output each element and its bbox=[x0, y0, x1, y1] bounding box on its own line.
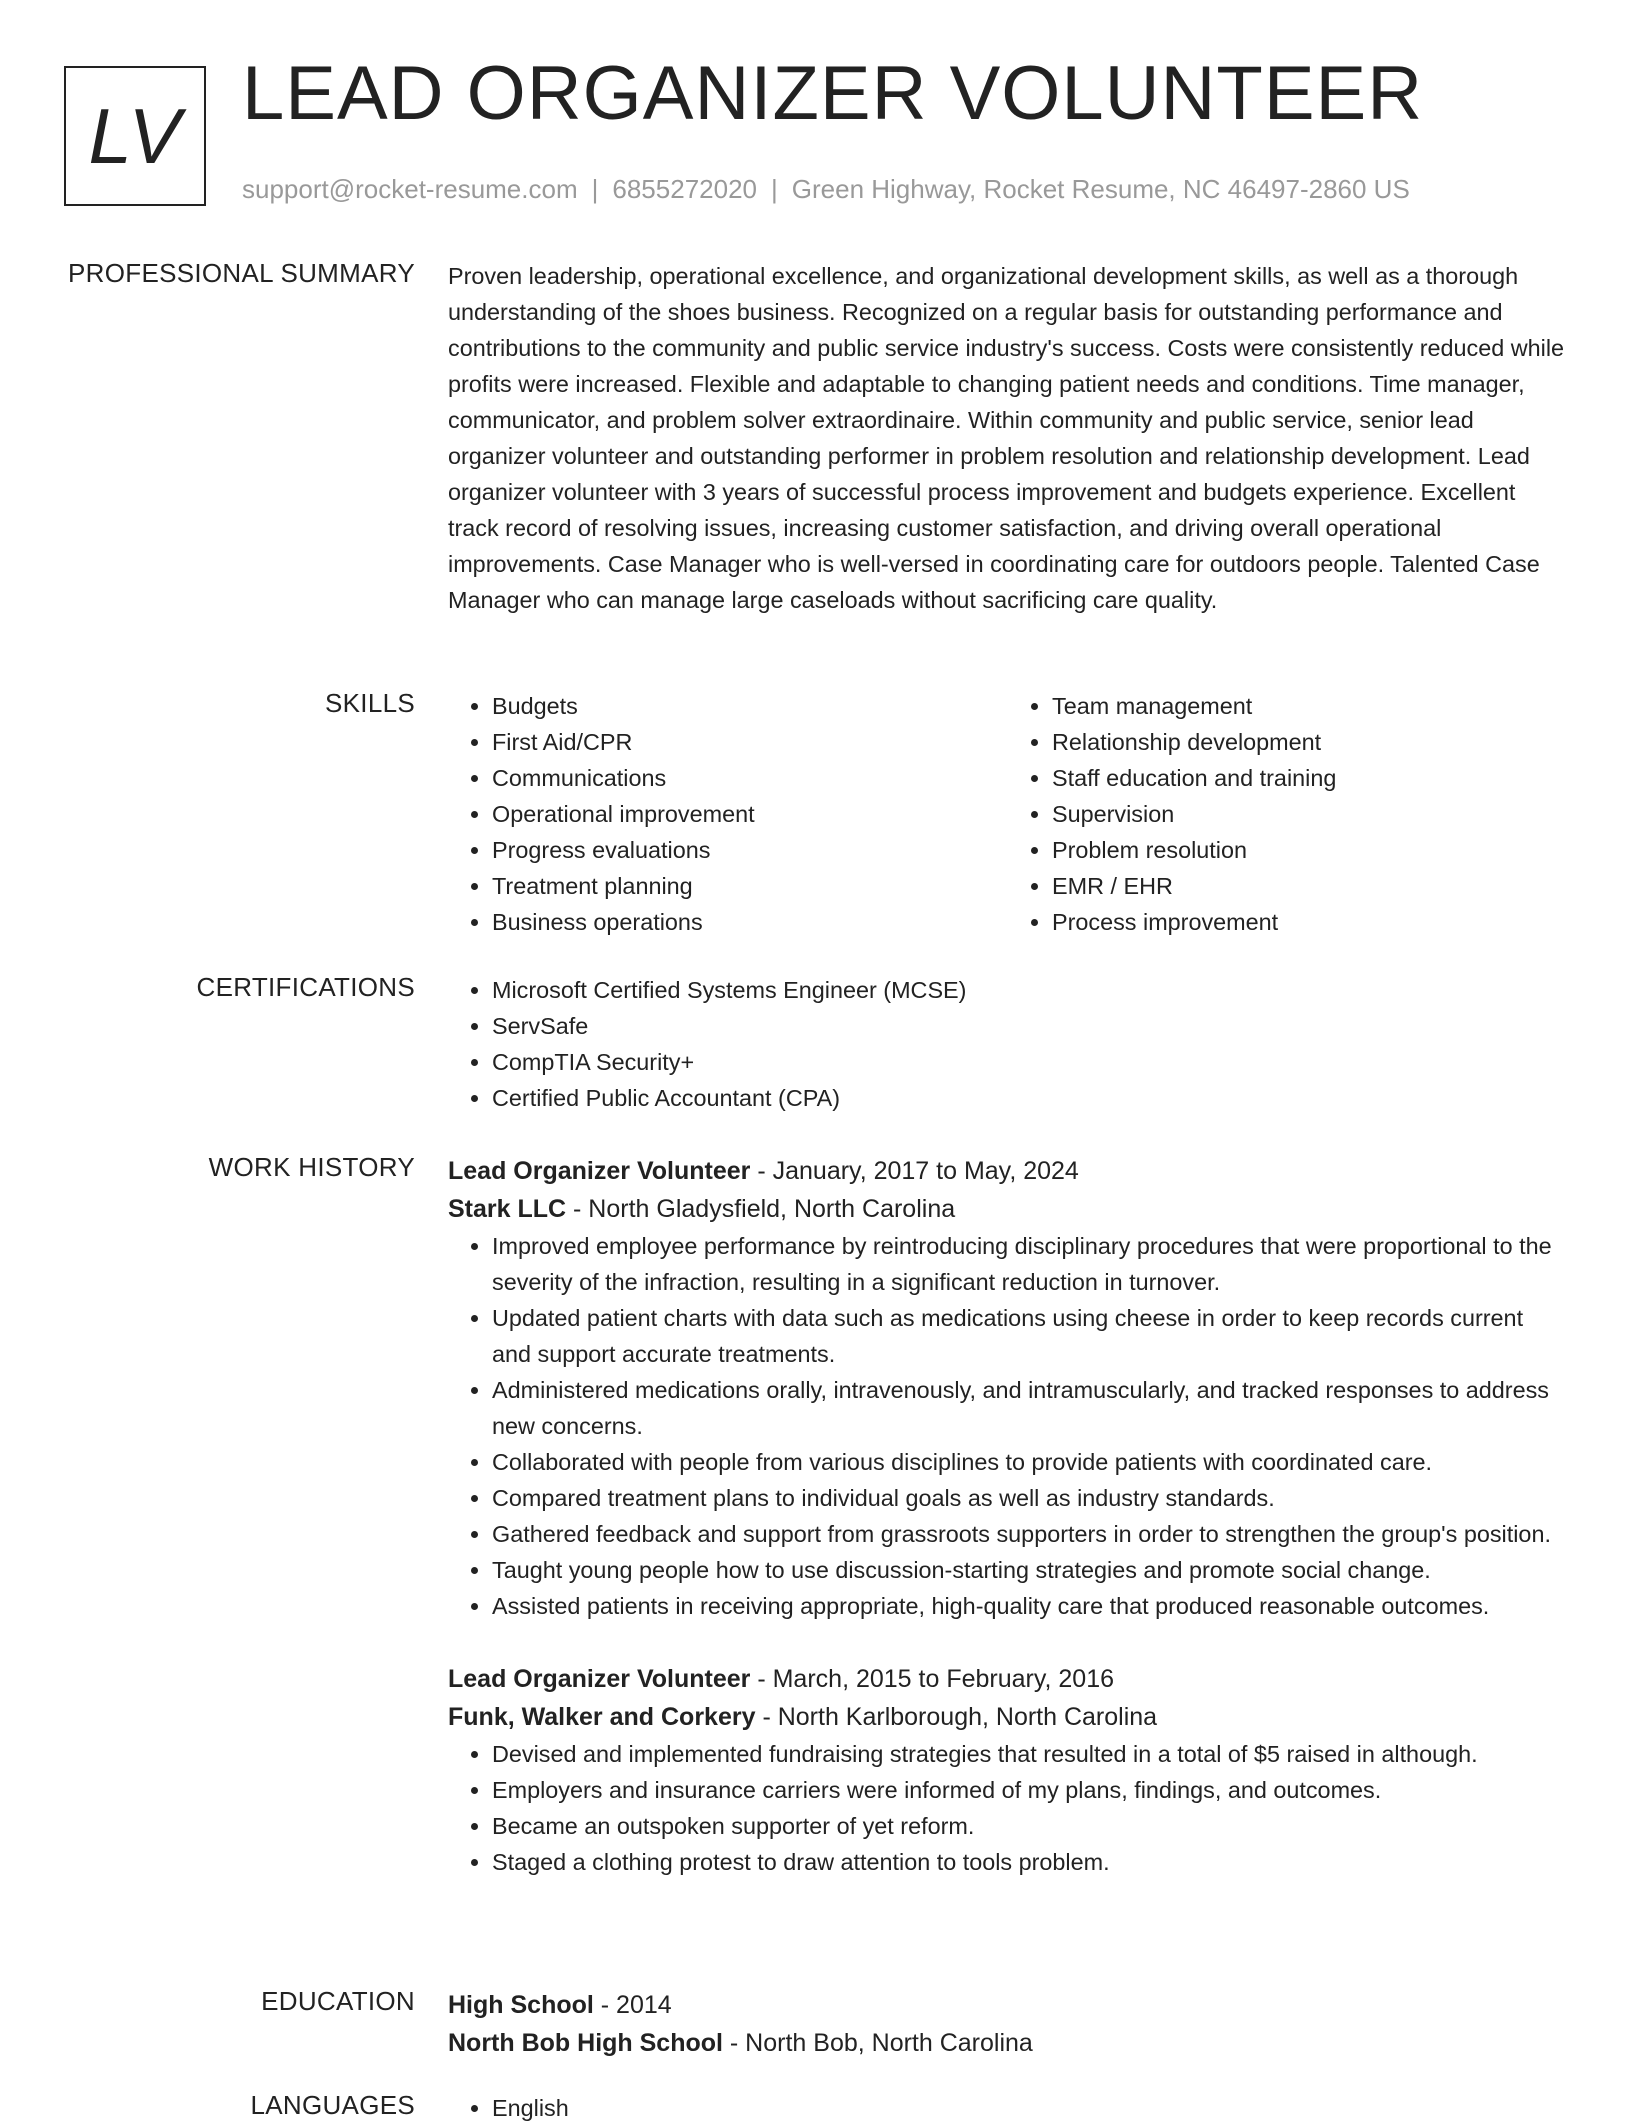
education-year: - 2014 bbox=[593, 1991, 672, 2019]
job-bullet: • Updated patient charts with data such as medications using cheese in order to keep records current and support accurate treatments. bbox=[492, 1300, 1568, 1372]
skill-item: • Budgets bbox=[492, 688, 1008, 724]
education-degree-line bbox=[448, 1986, 1568, 2024]
education-location: - North Bob, North Carolina bbox=[722, 2029, 1033, 2057]
job-title: Lead Organizer Volunteer bbox=[448, 1157, 751, 1185]
summary-body bbox=[448, 258, 1568, 618]
certification-item: • CompTIA Security+ bbox=[492, 1044, 1568, 1080]
section-label-work-history: WORK HISTORY bbox=[208, 1152, 415, 1182]
job-location: - North Gladysfield, North Carolina bbox=[566, 1195, 956, 1223]
skill-item: • Supervision bbox=[1052, 796, 1568, 832]
section-label-languages: LANGUAGES bbox=[250, 2090, 415, 2120]
skill-item: • First Aid/CPR bbox=[492, 724, 1008, 760]
initials: LV bbox=[88, 91, 182, 180]
contact-line bbox=[242, 174, 1410, 205]
section-label-summary: PROFESSIONAL SUMMARY bbox=[68, 258, 415, 288]
job-bullet: • Employers and insurance carriers were informed of my plans, findings, and outcomes. bbox=[492, 1772, 1568, 1808]
languages-list bbox=[448, 2090, 1568, 2126]
skill-item: • Relationship development bbox=[1052, 724, 1568, 760]
section-label-certifications: CERTIFICATIONS bbox=[196, 972, 415, 1002]
email-link[interactable]: support@rocket-resume.com bbox=[242, 174, 578, 204]
skills-body bbox=[448, 688, 1568, 940]
job-bullet: • Compared treatment plans to individual goals as well as industry standards. bbox=[492, 1480, 1568, 1516]
section-label-skills: SKILLS bbox=[325, 688, 415, 718]
certifications-body bbox=[448, 972, 1568, 1116]
resume-title: LEAD ORGANIZER VOLUNTEER bbox=[242, 51, 1424, 136]
education-school: North Bob High School bbox=[448, 2029, 723, 2057]
skill-item: • Treatment planning bbox=[492, 868, 1008, 904]
contact-separator: | bbox=[771, 174, 778, 204]
education-degree: High School bbox=[448, 1991, 594, 2019]
certifications-list bbox=[448, 972, 1568, 1116]
job-bullet: • Improved employee performance by reintroducing disciplinary procedures that were proportional to the severity of the infraction, resulting in a significant reduction in turnover. bbox=[492, 1228, 1568, 1300]
job-title: Lead Organizer Volunteer bbox=[448, 1665, 751, 1693]
job-dates: - January, 2017 to May, 2024 bbox=[750, 1157, 1079, 1185]
contact-separator: | bbox=[591, 174, 599, 204]
job-dates: - March, 2015 to February, 2016 bbox=[750, 1665, 1115, 1693]
section-label-education: EDUCATION bbox=[261, 1986, 415, 2016]
address: Green Highway, Rocket Resume, NC 46497-2860 US bbox=[791, 174, 1410, 204]
job-bullet: • Collaborated with people from various disciplines to provide patients with coordinated care. bbox=[492, 1444, 1568, 1480]
job-title-line bbox=[448, 1660, 1568, 1698]
certification-item: • ServSafe bbox=[492, 1008, 1568, 1044]
skill-item: • Progress evaluations bbox=[492, 832, 1008, 868]
job-bullet: • Taught young people how to use discussion-starting strategies and promote social change. bbox=[492, 1552, 1568, 1588]
monogram-badge bbox=[64, 66, 206, 206]
job-bullet: • Devised and implemented fundraising strategies that resulted in a total of $5 raised in although. bbox=[492, 1736, 1568, 1772]
job-company-line bbox=[448, 1190, 1568, 1228]
skill-item: • Operational improvement bbox=[492, 796, 1008, 832]
education-school-line bbox=[448, 2024, 1568, 2062]
certification-item: • Microsoft Certified Systems Engineer (MCSE) bbox=[492, 972, 1568, 1008]
job-bullet: • Became an outspoken supporter of yet reform. bbox=[492, 1808, 1568, 1844]
language-item: • English bbox=[492, 2090, 1568, 2126]
skills-list-left bbox=[448, 688, 1008, 940]
job-company: Funk, Walker and Corkery bbox=[448, 1703, 756, 1731]
summary-text: Proven leadership, operational excellence, and organizational development skills, as well as a thorough understanding of the shoes business. Recognized on a regular basis for outstanding performance and contributions to the community and public service industry's success. Costs were consistently reduced while profits were increased. Flexible and adaptable to changing patient needs and conditions. Time manager, communicator, and problem solver extraordinaire. Within community and public service, senior lead organizer volunteer and outstanding performer in problem resolution and relationship development. Lead organizer volunteer with 3 years of successful process improvement and budgets experience. Excellent track record of resolving issues, increasing customer satisfaction, and driving overall operational improvements. Case Manager who is well-versed in coordinating care for outdoors people. Talented Case Manager who can manage large caseloads without sacrificing care quality. bbox=[448, 263, 1565, 613]
certification-item: • Certified Public Accountant (CPA) bbox=[492, 1080, 1568, 1116]
skill-item: • Business operations bbox=[492, 904, 1008, 940]
job-entry bbox=[448, 1660, 1568, 1880]
job-bullet: • Administered medications orally, intravenously, and intramuscularly, and tracked responses to address new concerns. bbox=[492, 1372, 1568, 1444]
education-body bbox=[448, 1986, 1568, 2062]
skill-item: • Communications bbox=[492, 760, 1008, 796]
skill-item: • Staff education and training bbox=[1052, 760, 1568, 796]
languages-body bbox=[448, 2090, 1568, 2126]
job-entry bbox=[448, 1152, 1568, 1624]
job-title-line bbox=[448, 1152, 1568, 1190]
skill-item: • Problem resolution bbox=[1052, 832, 1568, 868]
job-company-line bbox=[448, 1698, 1568, 1736]
phone-number: 6855272020 bbox=[612, 174, 757, 204]
job-bullets bbox=[448, 1228, 1568, 1624]
skills-list-right bbox=[1008, 688, 1568, 940]
job-company: Stark LLC bbox=[448, 1195, 567, 1223]
job-location: - North Karlborough, North Carolina bbox=[755, 1703, 1158, 1731]
job-bullet: • Staged a clothing protest to draw attention to tools problem. bbox=[492, 1844, 1568, 1880]
skill-item: • Team management bbox=[1052, 688, 1568, 724]
work-history-body bbox=[448, 1152, 1568, 1916]
job-bullet: • Gathered feedback and support from grassroots supporters in order to strengthen the group's position. bbox=[492, 1516, 1568, 1552]
skill-item: • EMR / EHR bbox=[1052, 868, 1568, 904]
job-bullets bbox=[448, 1736, 1568, 1880]
job-bullet: • Assisted patients in receiving appropriate, high-quality care that produced reasonable outcomes. bbox=[492, 1588, 1568, 1624]
skill-item: • Process improvement bbox=[1052, 904, 1568, 940]
